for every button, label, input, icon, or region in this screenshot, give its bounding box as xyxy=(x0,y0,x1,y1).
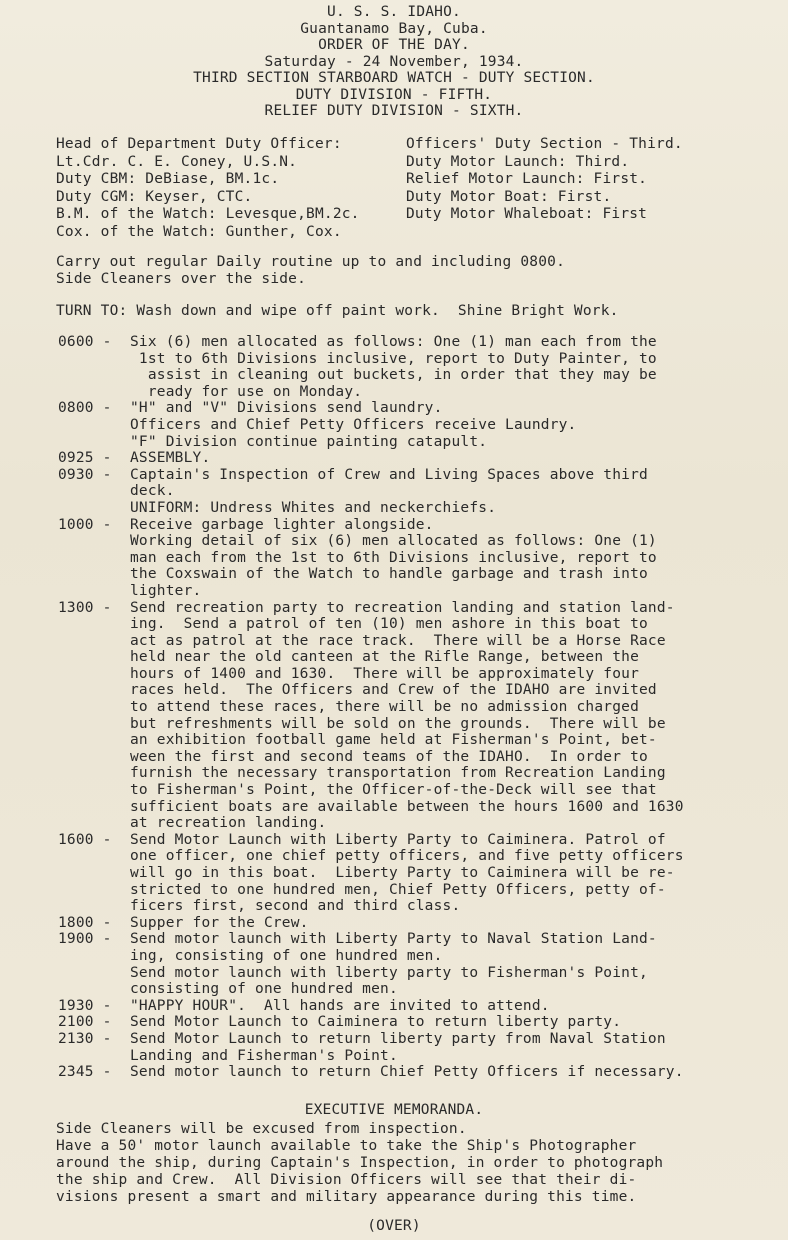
roster-line: Relief Motor Launch: First. xyxy=(406,171,648,187)
schedule-line: lighter. xyxy=(130,582,202,599)
memo-title: EXECUTIVE MEMORANDA. xyxy=(304,1102,484,1118)
schedule-text xyxy=(130,998,758,1015)
schedule-text xyxy=(130,931,758,997)
routine-paragraph xyxy=(56,254,756,288)
roster-line: B.M. of the Watch: Levesque,BM.2c. xyxy=(56,206,360,222)
schedule-line: ASSEMBLY. xyxy=(130,450,211,467)
document-title: ORDER OF THE DAY. xyxy=(318,37,470,53)
schedule-entry xyxy=(58,467,758,517)
duty-roster-left xyxy=(56,136,406,241)
duty-roster-right xyxy=(406,136,756,241)
memo-line: Side Cleaners will be excused from inspection. xyxy=(56,1121,467,1137)
duty-section: THIRD SECTION STARBOARD WATCH - DUTY SECTION. xyxy=(193,70,595,86)
duty-division: DUTY DIVISION - FIFTH. xyxy=(295,86,493,103)
schedule-line: Working detail of six (6) men allocated as follows: One (1) xyxy=(130,533,657,550)
schedule-entry xyxy=(58,832,758,915)
duty-roster xyxy=(56,136,756,241)
roster-line: Duty CBM: DeBiase, BM.1c. xyxy=(56,171,280,187)
roster-line: Head of Department Duty Officer: xyxy=(56,136,342,152)
memo-line: Have a 50' motor launch available to take the Ship's Photographer xyxy=(56,1138,637,1154)
routine-line: Side Cleaners over the side. xyxy=(56,271,307,287)
document-date: Saturday - 24 November, 1934. xyxy=(264,53,524,70)
ship-name: U. S. S. IDAHO. xyxy=(327,4,461,20)
schedule-line: at recreation landing. xyxy=(130,815,327,832)
schedule-line: "H" and "V" Divisions send laundry. xyxy=(130,400,443,417)
schedule-entry xyxy=(58,1014,758,1031)
schedule-line: an exhibition football game held at Fisherman's Point, bet- xyxy=(130,732,657,749)
schedule-line: man each from the 1st to 6th Divisions inclusive, report to xyxy=(130,549,657,566)
schedule-line: Six (6) men allocated as follows: One (1) man each from the xyxy=(130,334,657,350)
schedule-line: Send Motor Launch to return liberty party from Naval Station xyxy=(130,1030,666,1047)
schedule-line: "F" Division continue painting catapult. xyxy=(130,433,488,450)
schedule-line: one officer, one chief petty officers, and five petty officers xyxy=(130,848,684,865)
schedule-time: 2345 - xyxy=(58,1064,112,1081)
schedule-line: Supper for the Crew. xyxy=(130,914,309,931)
schedule-line: Landing and Fisherman's Point. xyxy=(130,1047,398,1064)
schedule-line: races held. The Officers and Crew of the IDAHO are invited xyxy=(130,682,657,699)
schedule-time: 0925 - xyxy=(58,450,112,467)
roster-line: Duty CGM: Keyser, CTC. xyxy=(56,188,253,205)
schedule-entry xyxy=(58,998,758,1015)
schedule-time: 1900 - xyxy=(58,931,112,948)
schedule-line: consisting of one hundred men. xyxy=(130,981,398,998)
schedule-text xyxy=(130,467,758,517)
schedule-entry xyxy=(58,400,758,450)
turn-to-paragraph xyxy=(56,303,756,320)
schedule-line: but refreshments will be sold on the grounds. There will be xyxy=(130,715,666,732)
schedule-line: Send motor launch to return Chief Petty Officers if necessary. xyxy=(130,1064,684,1081)
schedule-entry xyxy=(58,915,758,932)
schedule-line: hours of 1400 and 1630. There will be approximately four xyxy=(130,665,639,682)
schedule-text xyxy=(130,450,758,467)
schedule-time: 0600 - xyxy=(58,334,112,350)
roster-line: Cox. of the Watch: Gunther, Cox. xyxy=(56,223,342,240)
roster-line: Duty Motor Whaleboat: First xyxy=(406,206,648,222)
schedule-line: ween the first and second teams of the IDAHO. In order to xyxy=(130,748,648,765)
schedule-entry xyxy=(58,334,758,400)
document-header xyxy=(0,4,788,120)
schedule-time: 1930 - xyxy=(58,997,112,1014)
schedule-entry xyxy=(58,450,758,467)
over-footer: (OVER) xyxy=(367,1218,421,1234)
schedule-time: 1600 - xyxy=(58,831,112,848)
schedule-line: ready for use on Monday. xyxy=(130,383,363,400)
schedule-line: Captain's Inspection of Crew and Living Spaces above third xyxy=(130,466,648,483)
schedule-entry xyxy=(58,600,758,832)
schedule-time: 2130 - xyxy=(58,1030,112,1047)
schedule-line: act as patrol at the race track. There will be a Horse Race xyxy=(130,632,666,649)
schedule-line: Receive garbage lighter alongside. xyxy=(130,516,434,533)
schedule-list xyxy=(58,334,758,1081)
schedule-text xyxy=(130,517,758,600)
schedule-time: 1300 - xyxy=(58,599,112,616)
roster-line: Lt.Cdr. C. E. Coney, U.S.N. xyxy=(56,153,298,170)
schedule-text xyxy=(130,400,758,450)
schedule-line: ing, consisting of one hundred men. xyxy=(130,947,443,964)
schedule-line: stricted to one hundred men, Chief Petty Officers, petty of- xyxy=(130,881,666,898)
schedule-line: sufficient boats are available between the hours 1600 and 1630 xyxy=(130,798,684,815)
schedule-line: Officers and Chief Petty Officers receive Laundry. xyxy=(130,416,577,433)
schedule-line: Send Motor Launch to Caiminera to return liberty party. xyxy=(130,1014,622,1031)
schedule-line: "HAPPY HOUR". All hands are invited to attend. xyxy=(130,997,550,1014)
schedule-line: to Fisherman's Point, the Officer-of-the-Deck will see that xyxy=(130,782,657,799)
memo-line: visions present a smart and military appearance during this time. xyxy=(56,1189,637,1205)
relief-duty-division: RELIEF DUTY DIVISION - SIXTH. xyxy=(264,103,524,119)
schedule-line: to attend these races, there will be no admission charged xyxy=(130,699,639,716)
schedule-line: Send motor launch with liberty party to Fisherman's Point, xyxy=(130,964,648,981)
schedule-line: deck. xyxy=(130,483,175,500)
executive-memoranda xyxy=(56,1121,766,1206)
roster-line: Duty Motor Launch: Third. xyxy=(406,153,630,170)
schedule-line: furnish the necessary transportation from Recreation Landing xyxy=(130,765,666,782)
schedule-entry xyxy=(58,931,758,997)
schedule-entry xyxy=(58,517,758,600)
roster-line: Officers' Duty Section - Third. xyxy=(406,136,683,152)
location: Guantanamo Bay, Cuba. xyxy=(300,20,488,37)
schedule-text xyxy=(130,334,758,400)
schedule-time: 0800 - xyxy=(58,400,112,417)
schedule-line: assist in cleaning out buckets, in order that they may be xyxy=(130,367,657,384)
schedule-line: ing. Send a patrol of ten (10) men ashore in this boat to xyxy=(130,616,648,633)
schedule-time: 1800 - xyxy=(58,914,112,931)
schedule-text xyxy=(130,600,758,832)
schedule-line: the Coxswain of the Watch to handle garbage and trash into xyxy=(130,566,648,583)
schedule-time: 2100 - xyxy=(58,1014,112,1031)
turn-to-line: TURN TO: Wash down and wipe off paint work. Shine Bright Work. xyxy=(56,303,619,319)
schedule-line: 1st to 6th Divisions inclusive, report to Duty Painter, to xyxy=(130,350,657,367)
schedule-time: 1000 - xyxy=(58,516,112,533)
schedule-entry xyxy=(58,1064,758,1081)
memo-line: the ship and Crew. All Division Officers will see that their di- xyxy=(56,1172,637,1188)
routine-line: Carry out regular Daily routine up to and including 0800. xyxy=(56,254,565,270)
schedule-line: Send Motor Launch with Liberty Party to Caiminera. Patrol of xyxy=(130,831,666,848)
schedule-line: will go in this boat. Liberty Party to Caiminera will be re- xyxy=(130,865,675,881)
roster-line: Duty Motor Boat: First. xyxy=(406,188,612,205)
schedule-line: Send recreation party to recreation landing and station land- xyxy=(130,599,675,616)
schedule-text xyxy=(130,1014,758,1031)
schedule-text xyxy=(130,1064,758,1081)
schedule-line: UNIFORM: Undress Whites and neckerchiefs. xyxy=(130,499,497,516)
schedule-text xyxy=(130,1031,758,1064)
memo-line: around the ship, during Captain's Inspection, in order to photograph xyxy=(56,1155,664,1171)
schedule-text xyxy=(130,832,758,915)
schedule-entry xyxy=(58,1031,758,1064)
schedule-time: 0930 - xyxy=(58,466,112,483)
schedule-line: Send motor launch with Liberty Party to Naval Station Land- xyxy=(130,931,657,948)
schedule-text xyxy=(130,915,758,932)
schedule-line: ficers first, second and third class. xyxy=(130,898,461,915)
schedule-line: held near the old canteen at the Rifle Range, between the xyxy=(130,649,639,666)
